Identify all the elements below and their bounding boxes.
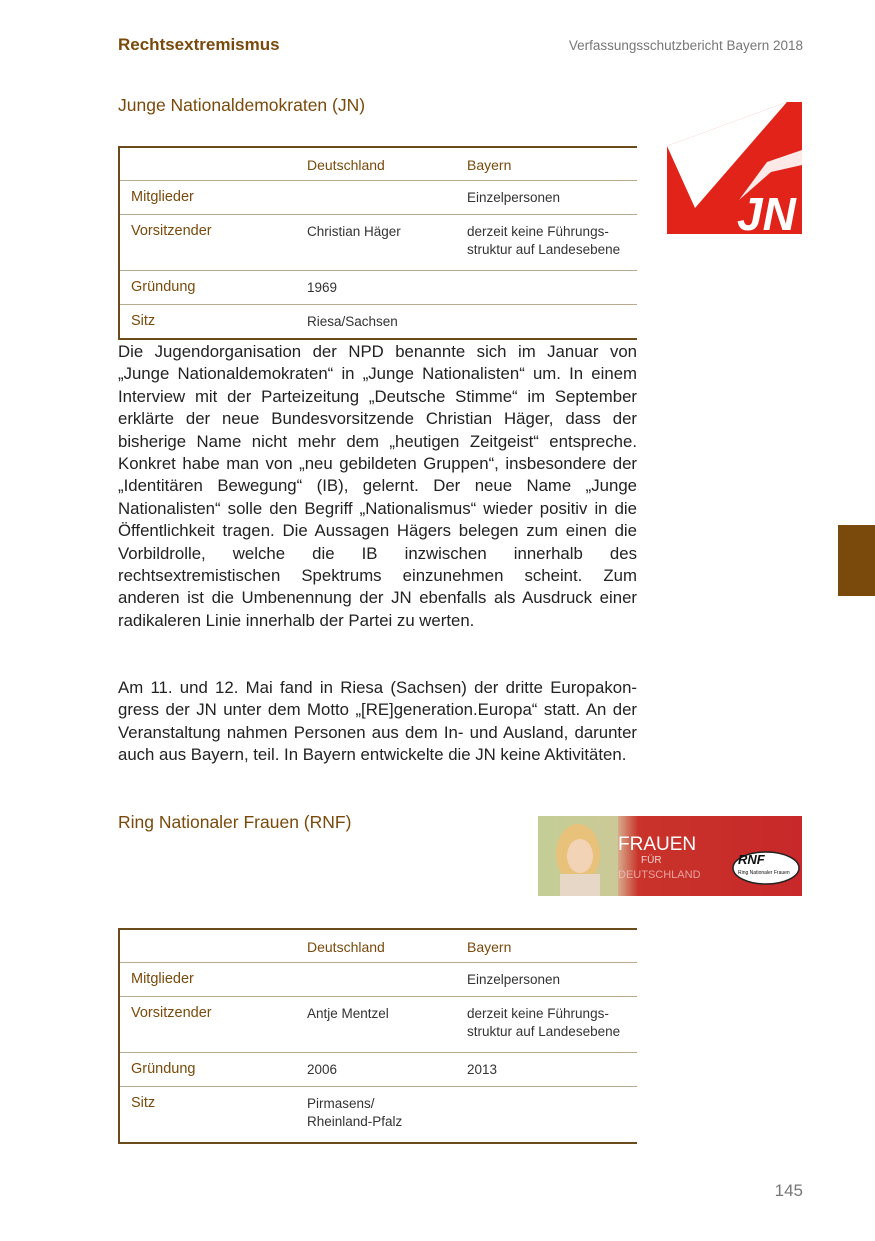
jn-info-table [118,146,637,340]
cell-bayern: Einzelpersonen [467,181,637,215]
cell-deutschland: Christian Häger [307,215,467,271]
row-label: Gründung [119,1053,307,1087]
rnf-section-title: Ring Nationaler Frauen (RNF) [118,812,352,832]
banner-badge-sub: Ring Nationaler Frauen [738,870,790,876]
cell-bayern: derzeit keine Führungs- struktur auf Landesebene [467,997,637,1053]
jn-section-title: Junge Nationaldemokraten (JN) [118,95,366,115]
col-header-bayern: Bayern [467,157,512,173]
cell-deutschland: Riesa/Sachsen [307,305,467,340]
row-label: Sitz [119,1087,307,1144]
banner-badge: RNF [738,852,765,867]
table-row [119,1053,637,1087]
running-header-publication: Verfassungsschutzbericht Bayern 2018 [568,38,803,53]
table-row [119,215,637,271]
rnf-banner-graphic [538,816,802,896]
cell-deutschland [307,181,467,215]
rnf-banner [538,816,802,896]
cell-deutschland: Pirmasens/ Rheinland-Pfalz [307,1087,467,1144]
banner-line1: FRAUEN [618,834,697,855]
cell-deutschland: 1969 [307,271,467,305]
table-row [119,1087,637,1144]
jn-paragraph-2: Am 11. und 12. Mai fand in Riesa (Sachsen) der dritte Europakongress der JN unter dem Motto „[RE]generation.Europa“ statt. An der Veranstaltung nahmen Personen aus dem In- und Ausland, darunter auch aus Bayern, teil. In Bayern entwickelte die JN keine Aktivitäten. [118,678,637,765]
table-row [119,305,637,340]
table-row [119,963,637,997]
chapter-tab [838,525,875,596]
jn-logo-text: JN [737,188,796,234]
cell-bayern: derzeit keine Führungs- struktur auf Landesebene [467,215,637,271]
jn-paragraph-1: Die Jugendorganisation der NPD benannte sich im Januar von „Junge Nationaldemokraten“ in „Junge Nationalisten“ um. In einem Interview mit der Parteizeitung „Deutsche Stimme“ im September erklärte der neue Bundesvorsitzende Christian Häger, dass der bisherige Name nicht mehr dem „heutigen Zeitgeist“ entspreche. Konkret habe man von „neu gebildeten Gruppen“, insbesondere der „Identitären Bewegung“ (IB), gelernt. Der neue Name „Junge Nationalisten“ solle den Begriff „Nationalismus“ wieder positiv in die Öffentlichkeit tragen. Die Aussagen Hägers belegen zum einen die Vorbildrolle, welche die IB inzwischen innerhalb des rechtsextremistischen Spektrums einzunehmen scheint. Zum anderen ist die Umbenennung der JN ebenfalls als Ausdruck einer radikaleren Linie innerhalb der Partei zu werten. [118,342,637,630]
table-row [119,271,637,305]
row-label: Mitglieder [119,963,307,997]
page-number: 145 [774,1181,803,1200]
row-label: Vorsitzender [119,997,307,1053]
cell-bayern [467,271,637,305]
cell-deutschland: Antje Mentzel [307,997,467,1053]
cell-bayern: Einzelpersonen [467,963,637,997]
banner-line2: FÜR [641,855,662,866]
cell-deutschland: 2006 [307,1053,467,1087]
col-header-bayern: Bayern [467,939,512,955]
jn-logo-graphic [667,100,802,234]
running-header-section: Rechtsextremismus [118,35,280,54]
cell-bayern [467,1087,637,1144]
row-label: Gründung [119,271,307,305]
row-label: Vorsitzender [119,215,307,271]
banner-line3: DEUTSCHLAND [618,869,701,881]
col-header-deutschland: Deutschland [307,939,385,955]
table-row [119,181,637,215]
cell-deutschland [307,963,467,997]
table-row [119,997,637,1053]
jn-logo [667,100,802,234]
rnf-info-table [118,928,637,1144]
row-label: Sitz [119,305,307,340]
col-header-deutschland: Deutschland [307,157,385,173]
row-label: Mitglieder [119,181,307,215]
cell-bayern: 2013 [467,1053,637,1087]
cell-bayern [467,305,637,340]
